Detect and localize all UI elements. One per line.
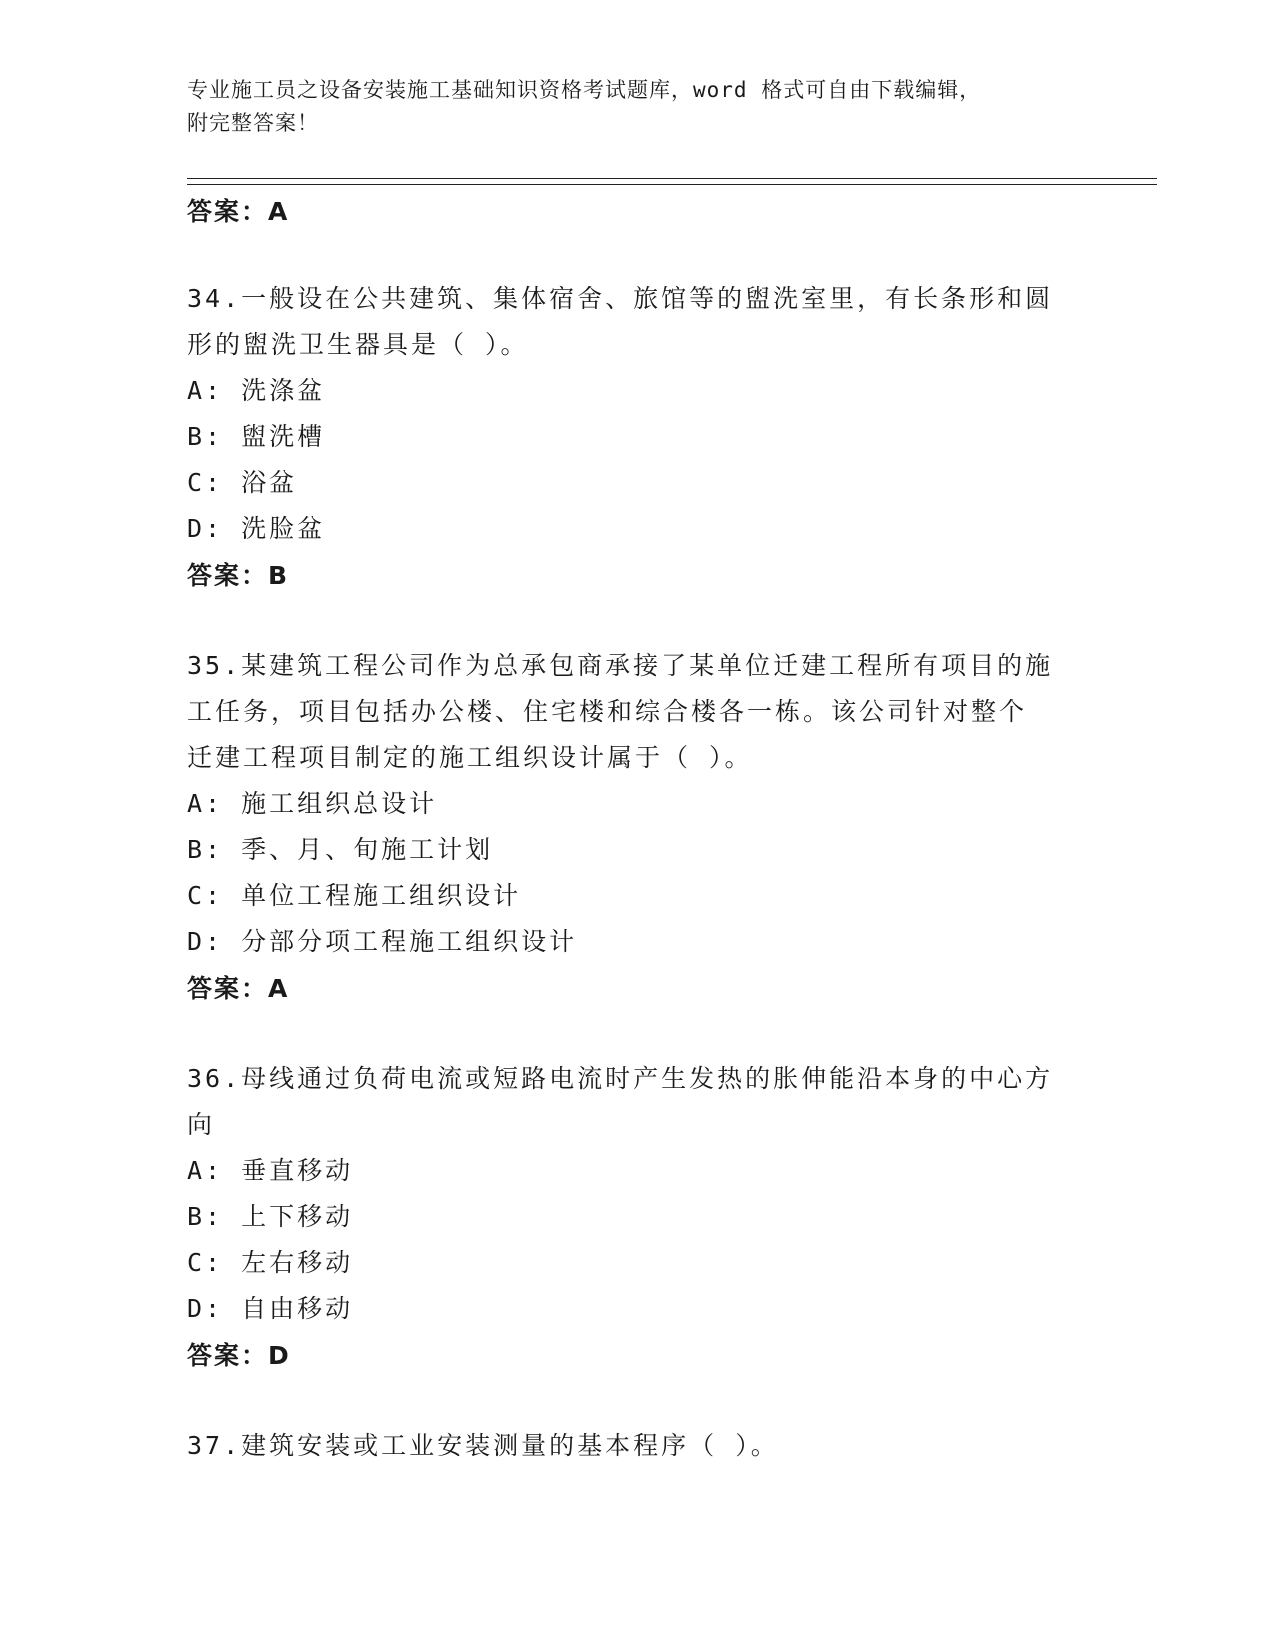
question-35-option-c: C: 单位工程施工组织设计: [187, 881, 522, 910]
header-line-2: 附完整答案！: [187, 111, 319, 135]
question-34-option-b: B: 盥洗槽: [187, 422, 326, 451]
question-36-line-1: 36.母线通过负荷电流或短路电流时产生发热的胀伸能沿本身的中心方: [187, 1064, 1054, 1093]
question-35-option-a: A: 施工组织总设计: [187, 789, 438, 818]
question-34-line-2: 形的盥洗卫生器具是（ ）。: [187, 330, 529, 359]
question-35-line-1: 35.某建筑工程公司作为总承包商承接了某单位迁建工程所有项目的施: [187, 651, 1054, 680]
question-35-option-b: B: 季、月、旬施工计划: [187, 835, 494, 864]
document-header: [187, 74, 1087, 140]
answer-34: 答案：B: [187, 561, 290, 590]
question-35-line-3: 迁建工程项目制定的施工组织设计属于（ ）。: [187, 743, 753, 772]
question-36-option-c: C: 左右移动: [187, 1248, 354, 1277]
question-37-line-1: 37.建筑安装或工业安装测量的基本程序（ ）。: [187, 1431, 779, 1460]
question-35-option-d: D: 分部分项工程施工组织设计: [187, 927, 578, 956]
question-36-option-d: D: 自由移动: [187, 1294, 354, 1323]
question-36-option-b: B: 上下移动: [187, 1202, 354, 1231]
header-divider-bottom: [187, 184, 1157, 185]
header-line-1: 专业施工员之设备安装施工基础知识资格考试题库，word 格式可自由下载编辑，: [187, 78, 982, 102]
question-35-line-2: 工任务，项目包括办公楼、住宅楼和综合楼各一栋。该公司针对整个: [187, 697, 1028, 726]
question-36-option-a: A: 垂直移动: [187, 1156, 354, 1185]
header-divider-top: [187, 178, 1157, 179]
question-34-line-1: 34.一般设在公共建筑、集体宿舍、旅馆等的盥洗室里，有长条形和圆: [187, 284, 1054, 313]
question-34-option-d: D: 洗脸盆: [187, 514, 326, 543]
answer-previous: 答案：A: [187, 197, 290, 226]
question-36-line-2: 向: [187, 1110, 216, 1139]
answer-36: 答案：D: [187, 1341, 291, 1370]
answer-35: 答案：A: [187, 974, 290, 1003]
question-34-option-a: A: 洗涤盆: [187, 376, 326, 405]
question-34-option-c: C: 浴盆: [187, 468, 298, 497]
